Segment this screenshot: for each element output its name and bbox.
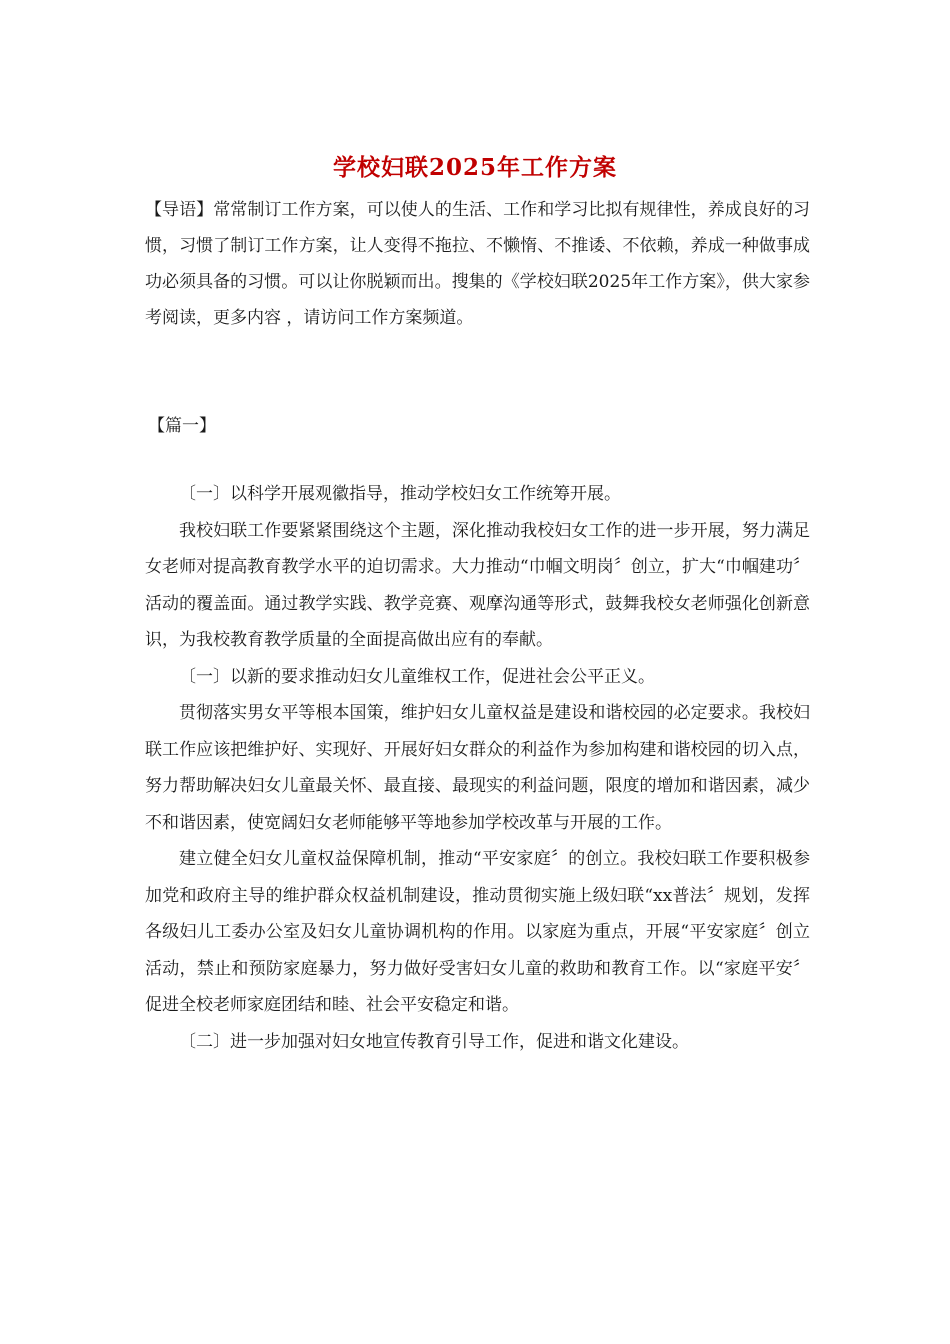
subheading-3: 〔二〕进一步加强对妇女地宣传教育引导工作，促进和谐文化建设。 [179, 1031, 689, 1052]
paragraph-1: 我校妇联工作要紧紧围绕这个主题，深化推动我校妇女工作的进一步开展，努力满足女老师对提高教育教学水平的迫切需求。大力推动“巾帼文明岗〞创立，扩大“巾帼建功〞活动的覆盖面。通过教学实践、教学竞赛、观摩沟通等形式，鼓舞我校女老师强化创新意识，为我校教育教学质量的全面提高做出应有的奉献。 [145, 520, 810, 650]
subheading-2: 〔一〕以新的要求推动妇女儿童维权工作，促进社会公平正义。 [179, 666, 655, 687]
intro-paragraph: 【导语】常常制订工作方案，可以使人的生活、工作和学习比拟有规律性，养成良好的习惯，习惯了制订工作方案，让人变得不拖拉、不懒惰、不推诿、不依赖，养成一种做事成功必须具备的习惯。可以让你脱颖而出。搜集的《学校妇联2025年工作方案》，供大家参考阅读，更多内容 ，请访问工作方案频道。 [145, 200, 810, 328]
document-title: 学校妇联2025年工作方案 [332, 154, 617, 181]
subheading-1: 〔一〕以科学开展观徽指导，推动学校妇女工作统筹开展。 [179, 484, 621, 504]
paragraph-2: 贯彻落实男女平等根本国策，维护妇女儿童权益是建设和谐校园的必定要求。我校妇联工作应该把维护好、实现好、开展好妇女群众的利益作为参加构建和谐校园的切入点，努力帮助解决妇女儿童最关怀、最直接、最现实的利益问题，限度的增加和谐因素，减少不和谐因素，使宽阔妇女老师能够平等地参加学校改革与开展的工作。 [145, 703, 810, 833]
section-heading: 【篇一】 [148, 416, 216, 436]
paragraph-3: 建立健全妇女儿童权益保障机制，推动“平安家庭〞的创立。我校妇联工作要积极参加党和政府主导的维护群众权益机制建设，推动贯彻实施上级妇联“xx普法〞规划，发挥各级妇儿工委办公室及妇女儿童协调机构的作用。以家庭为重点，开展“平安家庭〞创立活动，禁止和预防家庭暴力，努力做好受害妇女儿童的救助和教育工作。以“家庭平安〞促进全校老师家庭团结和睦、社会平安稳定和谐。 [145, 849, 810, 1015]
body-text [145, 476, 810, 1060]
